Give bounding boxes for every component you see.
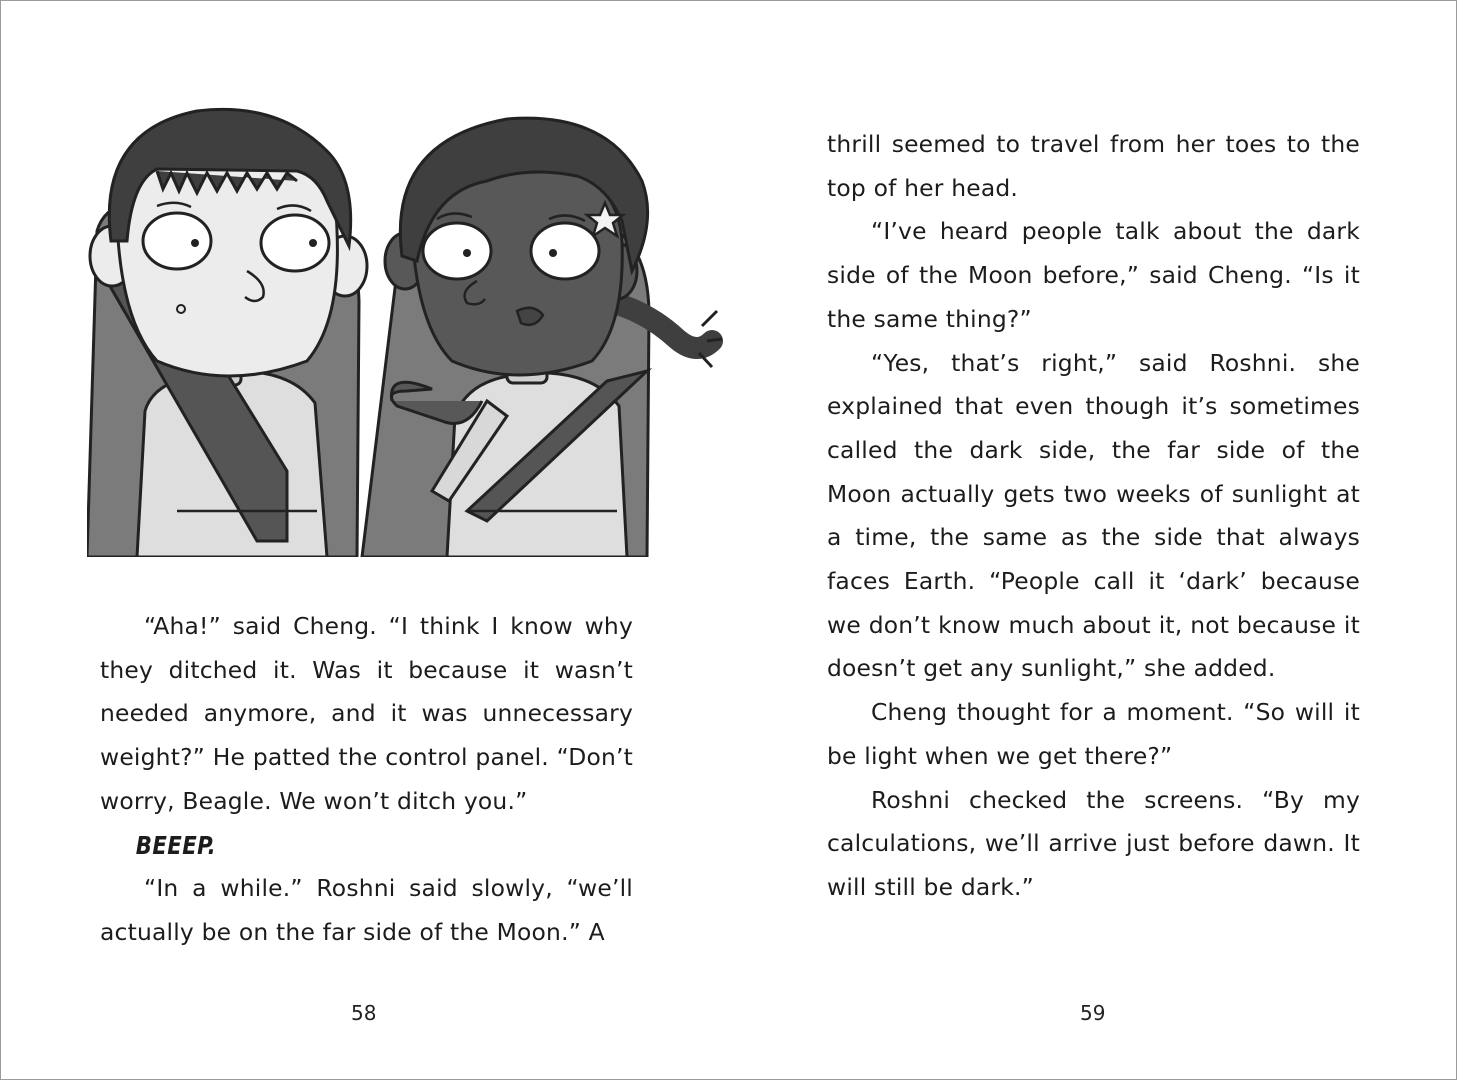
paragraph: Cheng thought for a moment. “So will it be light when we get there?” <box>827 698 1360 770</box>
page-number-left: 58 <box>351 1001 377 1025</box>
paragraph: “Aha!” said Cheng. “I think I know why they ditched it. Was it because it wasn’t needed anymore, and it was unnecessary weight?” He patted the control panel. “Don’t worry, Beagle. We won’t ditch you.” <box>100 612 633 815</box>
paragraph: thrill seemed to travel from her toes to the top of her head. <box>827 130 1360 202</box>
left-page-text <box>100 605 633 955</box>
sound-effect-beeep: BEEEP. <box>135 830 217 860</box>
illustration-cheng-and-roshni <box>87 71 727 557</box>
paragraph: “In a while.” Roshni said slowly, “we’ll actually be on the far side of the Moon.” A <box>100 874 633 946</box>
roshni-figure <box>385 118 722 557</box>
paragraph: “Yes, that’s right,” said Roshni. she explained that even though it’s sometimes called the dark side, the far side of the Moon actually gets two weeks of sunlight at a time, the same as the side that always faces Earth. “People call it ‘dark’ because we don’t know much about it, not because it doesn’t get any sunlight,” she added. <box>827 348 1360 683</box>
right-page-text <box>827 123 1360 910</box>
paragraph: “I’ve heard people talk about the dark side of the Moon before,” said Cheng. “Is it the same thing?” <box>827 217 1360 333</box>
page-number-right: 59 <box>1080 1001 1106 1025</box>
paragraph: Roshni checked the screens. “By my calculations, we’ll arrive just before dawn. It will still be dark.” <box>827 785 1360 901</box>
